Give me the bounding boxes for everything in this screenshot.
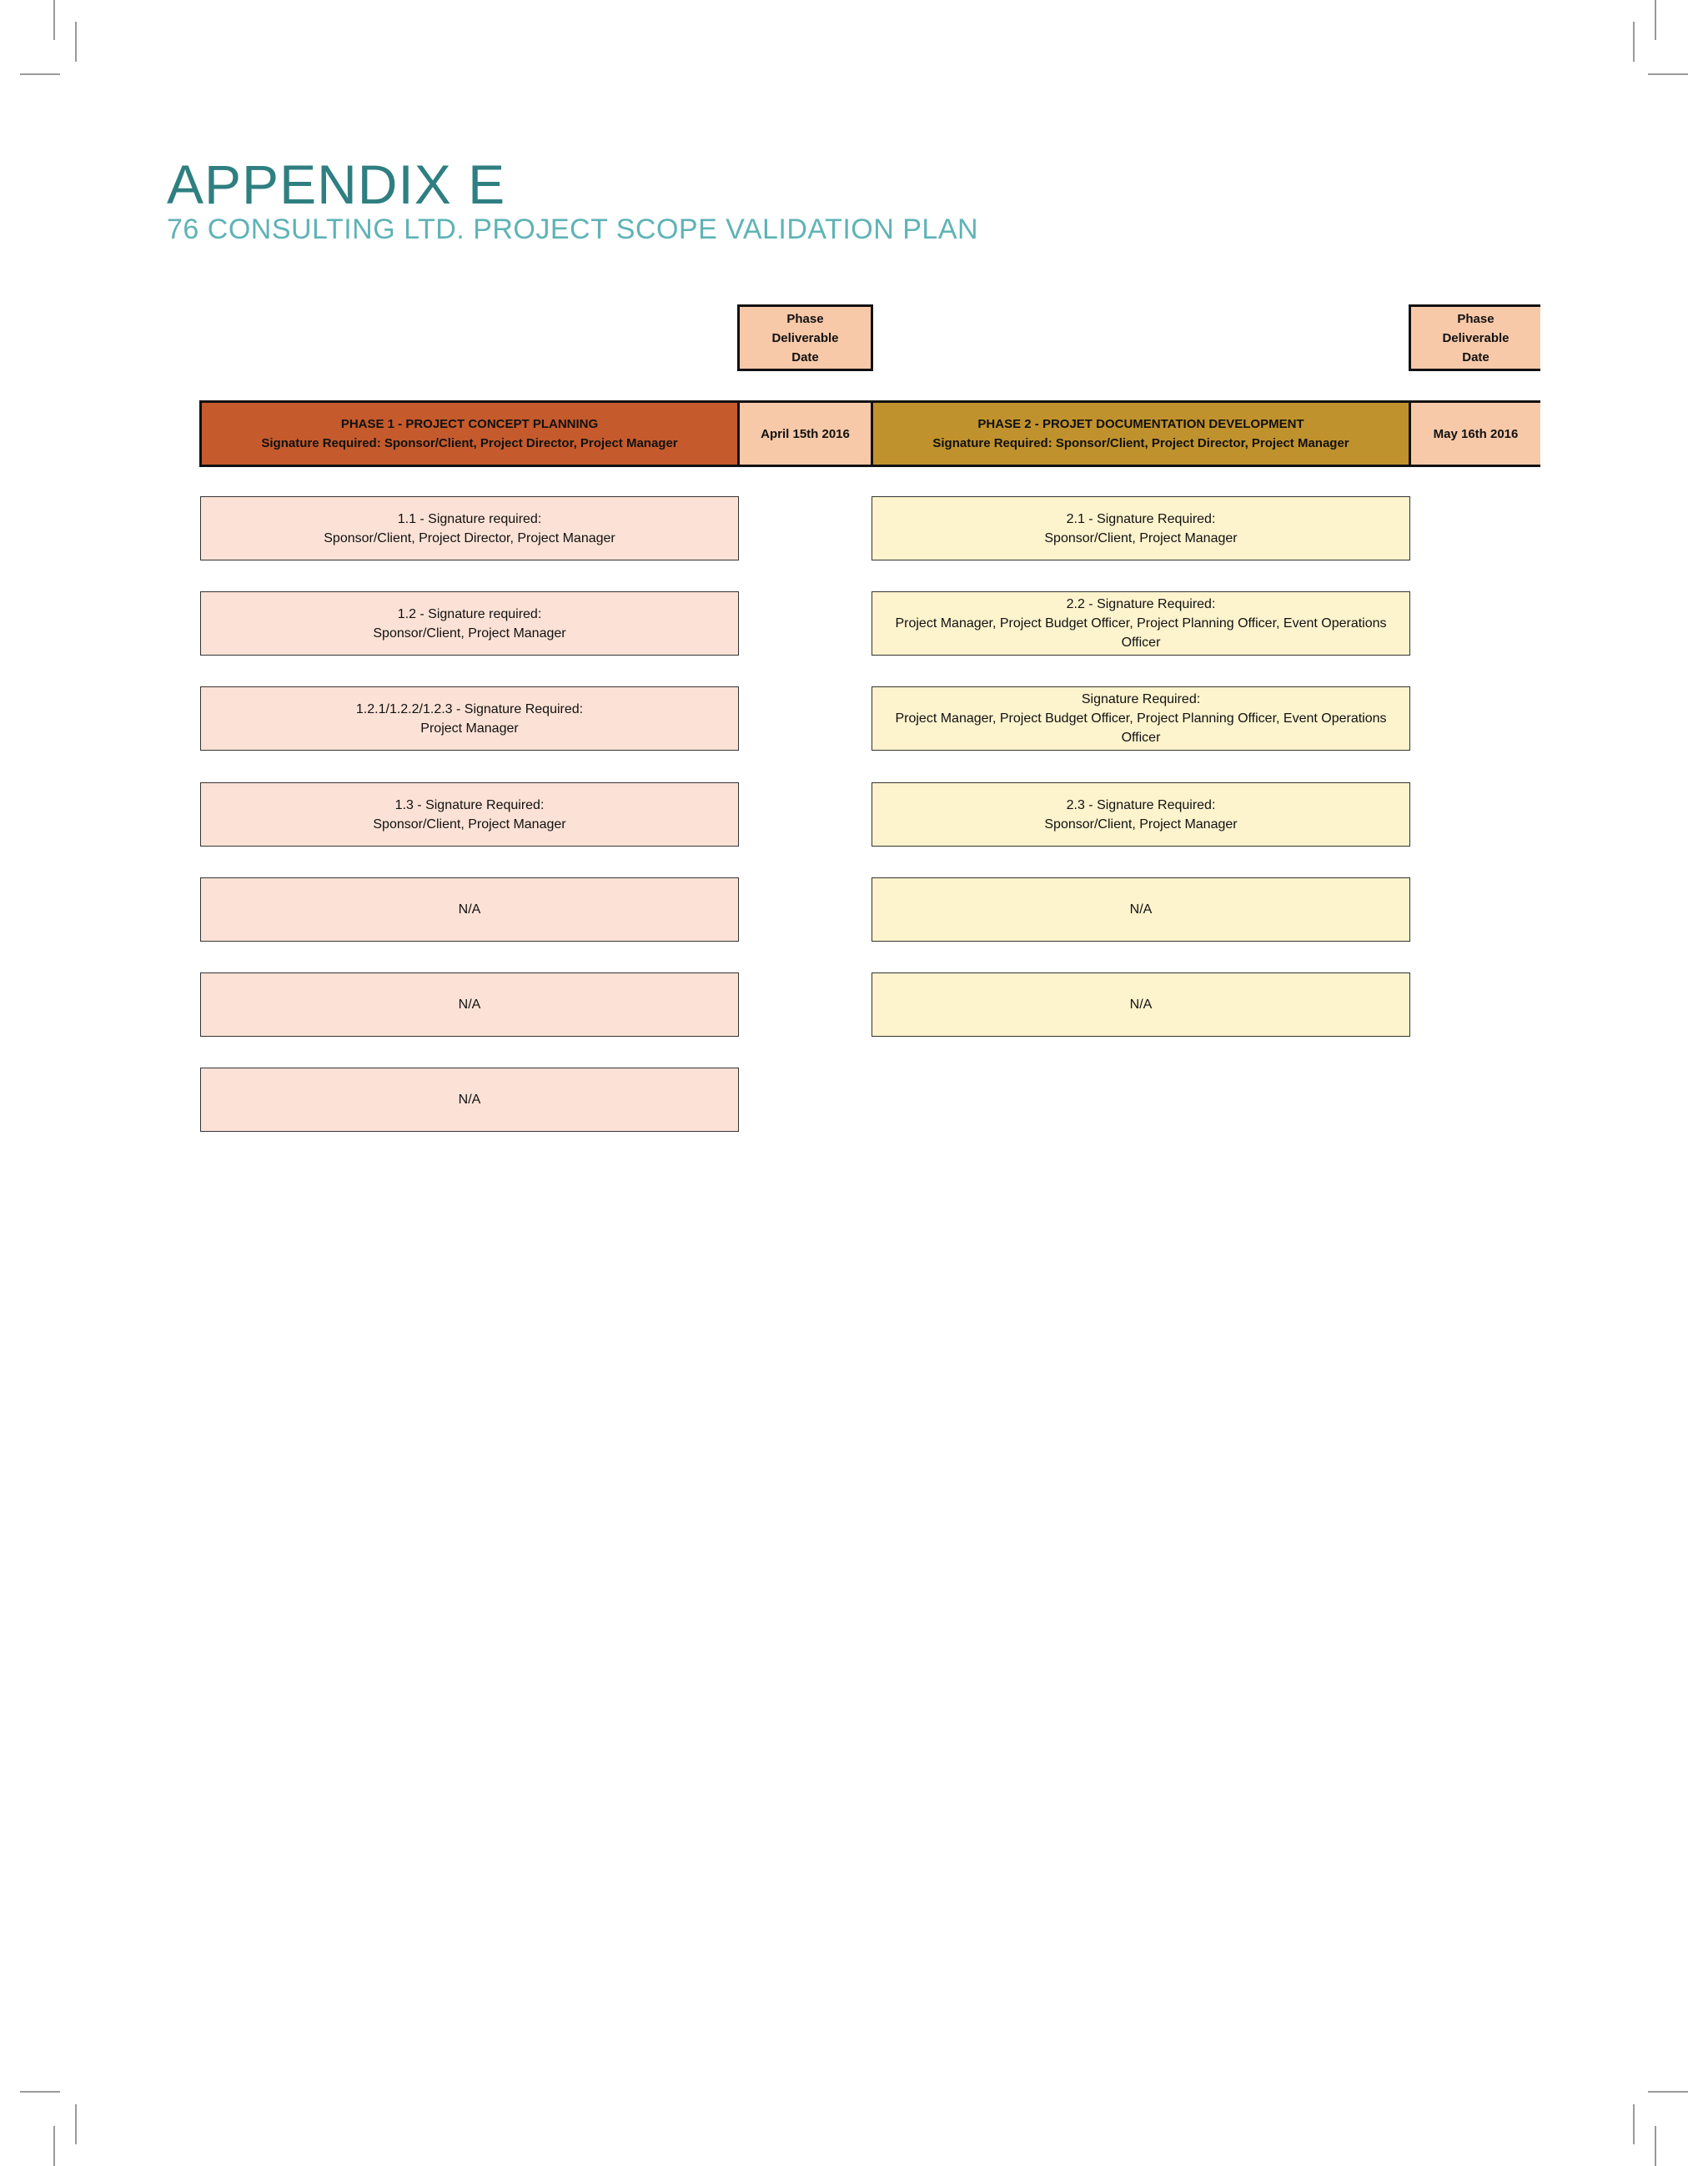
phase1-item: N/A xyxy=(200,972,739,1037)
crop-mark xyxy=(53,2126,55,2166)
page-title: APPENDIX E xyxy=(167,153,506,215)
crop-mark xyxy=(1648,2091,1688,2093)
date-header-line1: Phase Deliverable xyxy=(1442,311,1510,345)
phase1-item: 1.3 - Signature Required: Sponsor/Client, Project Manager xyxy=(200,782,739,847)
phase2-item: 2.3 - Signature Required: Sponsor/Client, Project Manager xyxy=(872,782,1410,847)
phase1-header xyxy=(199,400,740,467)
date-header-line1: Phase Deliverable xyxy=(771,311,839,345)
page-subtitle: 76 CONSULTING LTD. PROJECT SCOPE VALIDATION PLAN xyxy=(167,214,979,245)
crop-mark xyxy=(1633,22,1635,62)
phase2-item: 2.1 - Signature Required: Sponsor/Client, Project Manager xyxy=(872,496,1410,560)
crop-mark xyxy=(1648,73,1688,75)
crop-mark xyxy=(20,73,60,75)
phase2-header xyxy=(871,400,1411,467)
phase1-signature: Signature Required: Sponsor/Client, Project Director, Project Manager xyxy=(261,436,678,450)
phase1-item: N/A xyxy=(200,877,739,942)
phase2-item: N/A xyxy=(872,877,1410,942)
phase1-date-header xyxy=(737,304,873,371)
phase2-item: N/A xyxy=(872,972,1410,1037)
phase2-date: May 16th 2016 xyxy=(1409,400,1540,467)
crop-mark xyxy=(1633,2104,1635,2144)
crop-mark xyxy=(75,2104,77,2144)
phase1-item: 1.2.1/1.2.2/1.2.3 - Signature Required: Project Manager xyxy=(200,686,739,751)
phase2-item: 2.2 - Signature Required: Project Manager, Project Budget Officer, Project Planning Officer, Event Operations Officer xyxy=(872,591,1410,656)
phase2-item: Signature Required: Project Manager, Project Budget Officer, Project Planning Officer, Event Operations Officer xyxy=(872,686,1410,751)
phase2-title: PHASE 2 - PROJET DOCUMENTATION DEVELOPMENT xyxy=(977,417,1304,431)
crop-mark xyxy=(75,22,77,62)
phase2-date-header xyxy=(1409,304,1540,371)
phase2-signature: Signature Required: Sponsor/Client, Project Director, Project Manager xyxy=(932,436,1349,450)
phase1-item: 1.2 - Signature required: Sponsor/Client, Project Manager xyxy=(200,591,739,656)
phase1-title: PHASE 1 - PROJECT CONCEPT PLANNING xyxy=(340,417,599,431)
date-header-line2: Date xyxy=(791,349,819,364)
phase1-item: 1.1 - Signature required: Sponsor/Client, Project Director, Project Manager xyxy=(200,496,739,560)
crop-mark xyxy=(1655,0,1656,40)
crop-mark xyxy=(1655,2126,1656,2166)
crop-mark xyxy=(20,2091,60,2093)
crop-mark xyxy=(53,0,55,40)
phase1-item: N/A xyxy=(200,1068,739,1132)
phase1-date: April 15th 2016 xyxy=(737,400,873,467)
date-header-line2: Date xyxy=(1462,349,1489,364)
